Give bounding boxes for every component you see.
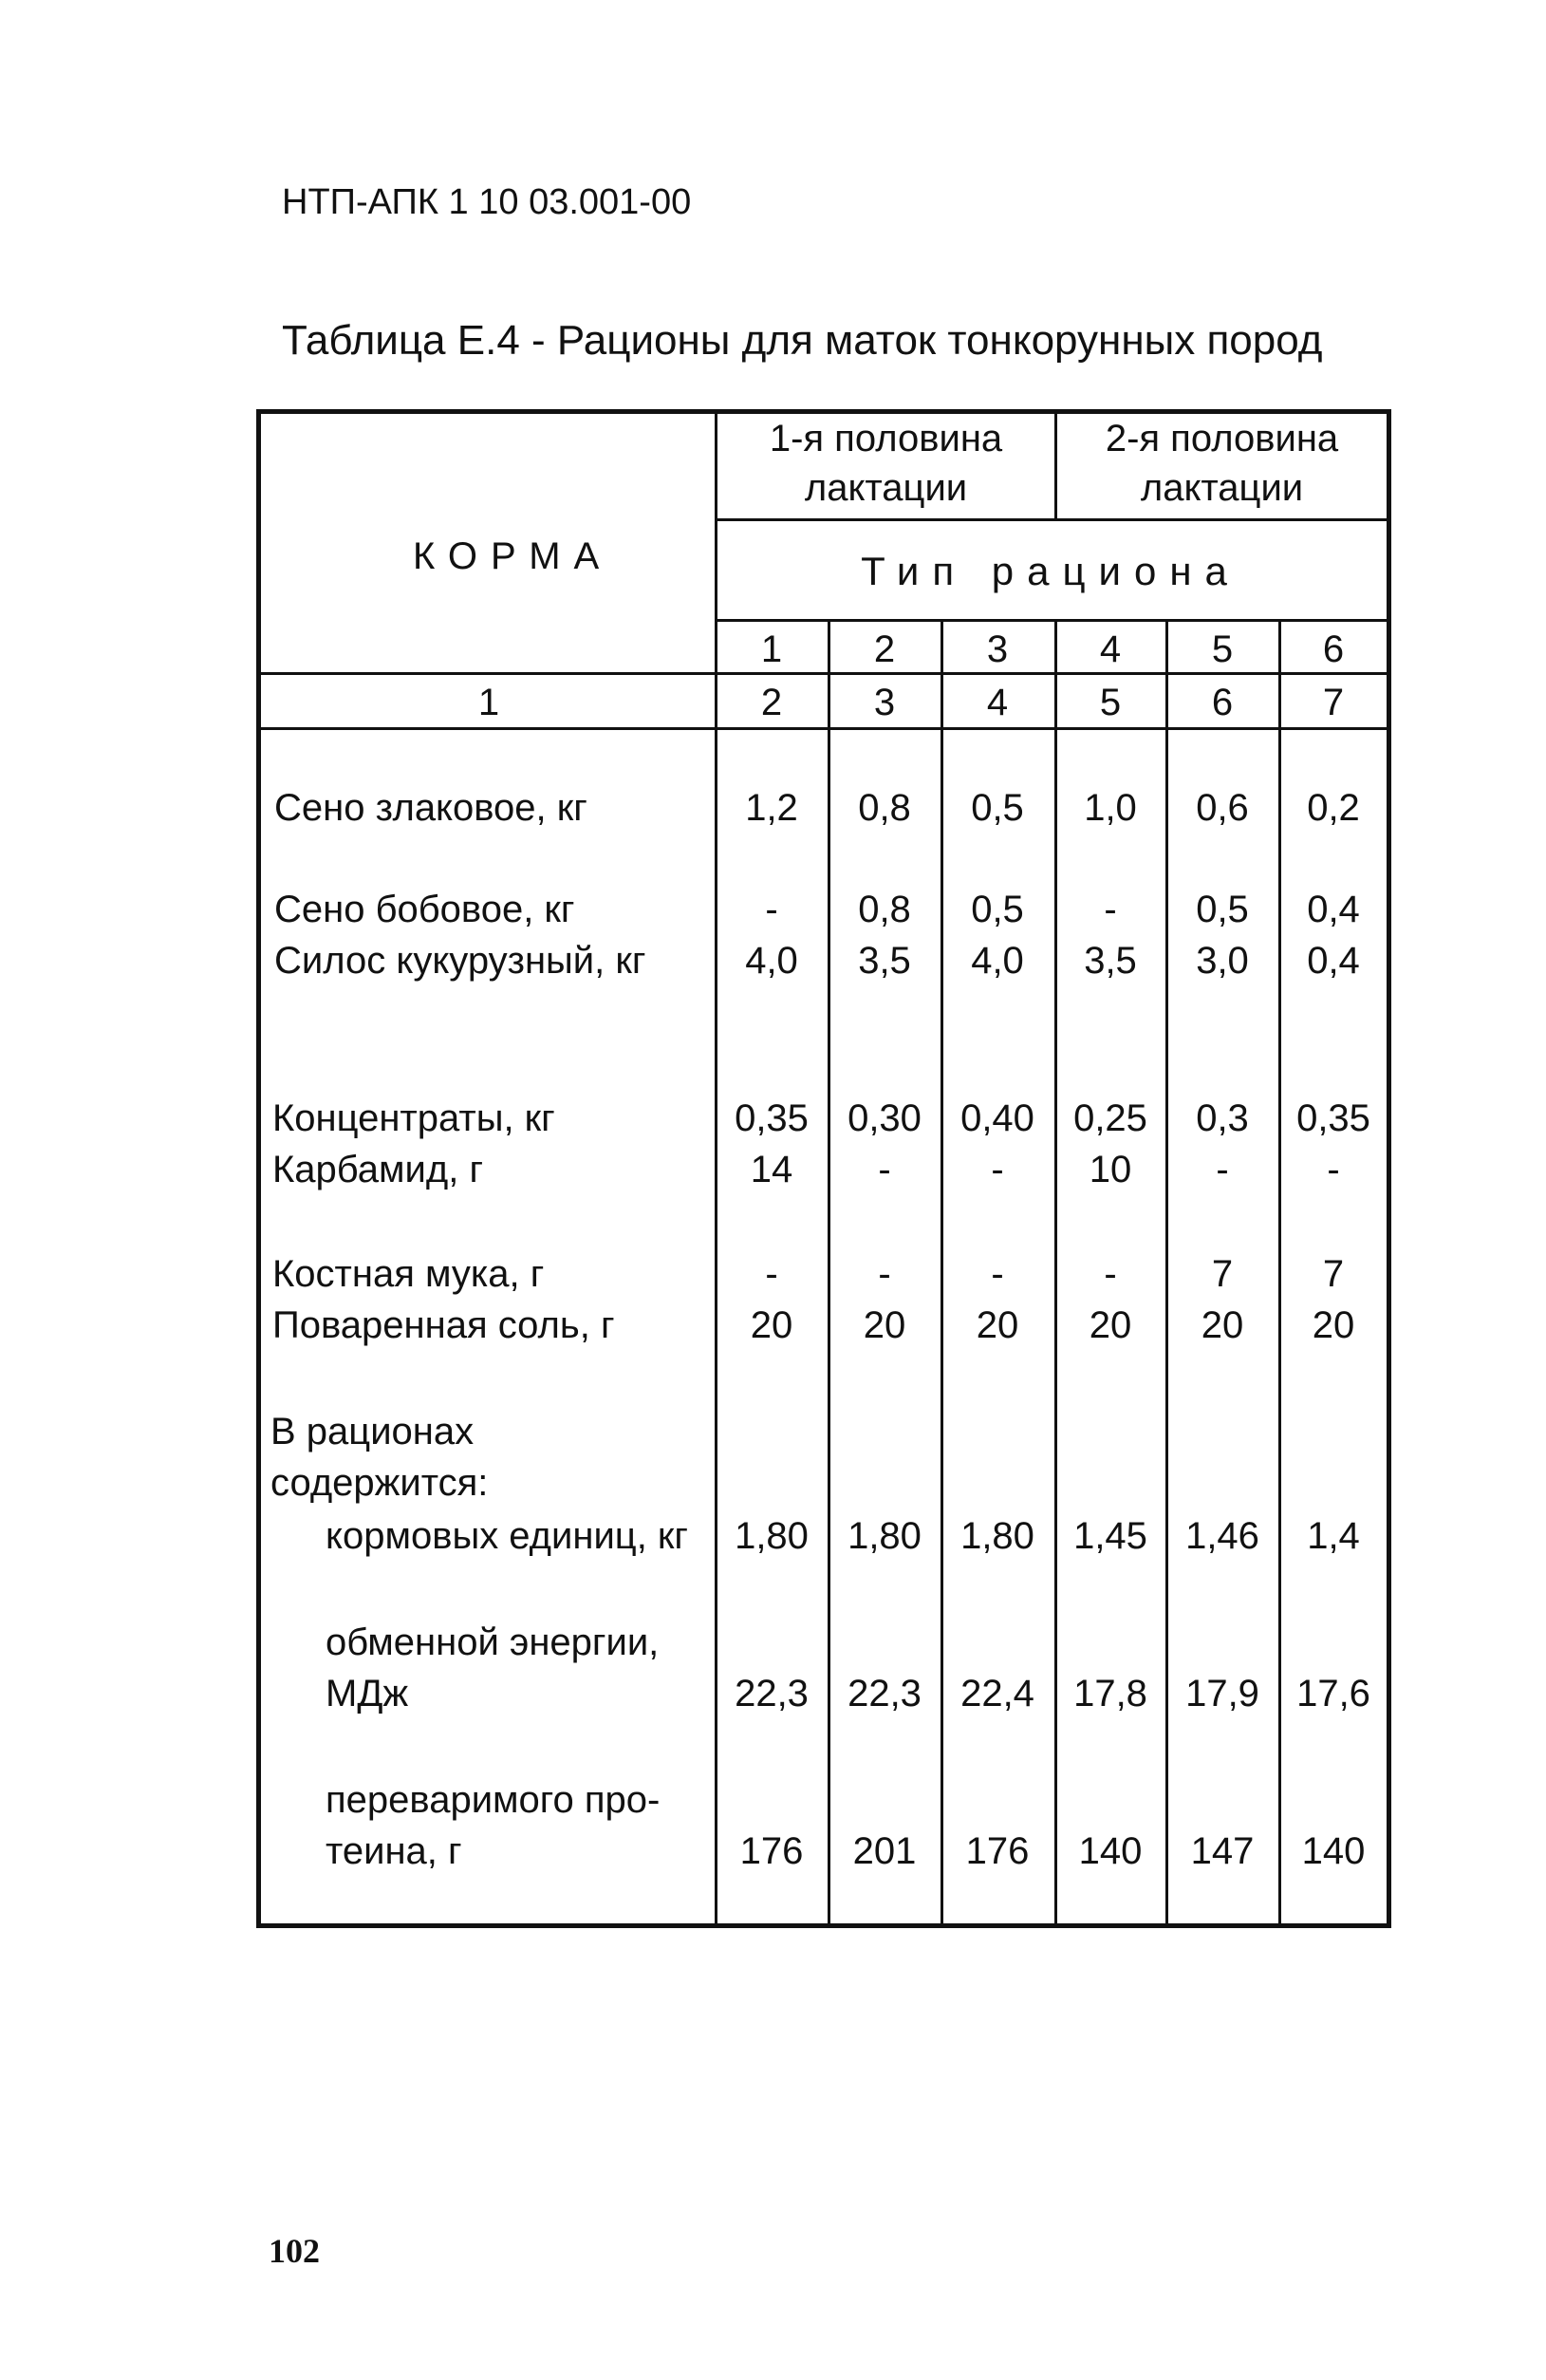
table-cell: - <box>991 1149 1004 1190</box>
table-cell: 0,40 <box>960 1097 1034 1139</box>
contents-row-label: МДж <box>326 1673 409 1715</box>
table-cell: - <box>878 1149 891 1190</box>
table-cell: - <box>1327 1149 1340 1190</box>
table-cell: 22,4 <box>960 1673 1034 1715</box>
ration-type-header: Тип рациона <box>861 549 1240 593</box>
grid-line <box>1278 619 1281 1923</box>
table-cell: 140 <box>1301 1830 1366 1872</box>
row-label: Силос кукурузный, кг <box>274 940 646 982</box>
table-cell: 0,6 <box>1196 787 1249 829</box>
column-number: 7 <box>1322 682 1345 723</box>
table-cell: 176 <box>965 1830 1030 1872</box>
contents-row-label: кормовых единиц, кг <box>326 1515 689 1557</box>
column-number: 1 <box>477 682 500 723</box>
table-cell: 140 <box>1078 1830 1143 1872</box>
table-cell: 1,0 <box>1084 787 1137 829</box>
contents-row-label: переваримого про- <box>326 1779 661 1821</box>
contents-row-label: теина, г <box>326 1830 462 1872</box>
table-cell: 10 <box>1089 1149 1132 1190</box>
table-cell: 0,3 <box>1196 1097 1249 1139</box>
table-cell: 1,4 <box>1307 1515 1360 1557</box>
table-cell: 201 <box>852 1830 917 1872</box>
table-cell: 1,45 <box>1073 1515 1147 1557</box>
grid-line <box>715 619 1387 622</box>
grid-line <box>261 727 1387 730</box>
grid-line <box>1054 619 1057 1923</box>
table-cell: 147 <box>1190 1830 1255 1872</box>
table-cell: 17,8 <box>1073 1673 1147 1715</box>
table-cell: 1,80 <box>735 1515 809 1557</box>
table-cell: 3,5 <box>1084 940 1137 982</box>
table-cell: 0,30 <box>848 1097 922 1139</box>
column-number: 6 <box>1211 682 1234 723</box>
grid-line <box>715 414 717 1923</box>
table-cell: 0,5 <box>1196 889 1249 930</box>
column-number: 3 <box>873 682 896 723</box>
table-cell: 22,3 <box>735 1673 809 1715</box>
contents-row-label: обменной энергии, <box>326 1621 660 1663</box>
table-cell: 17,9 <box>1185 1673 1259 1715</box>
table-cell: 17,6 <box>1296 1673 1370 1715</box>
group-header-second-half: 2-я половина лактации <box>1105 418 1339 509</box>
group-header-first-half: 1-я половина лактации <box>769 418 1003 509</box>
page-number: 102 <box>269 2232 320 2270</box>
grid-line <box>941 619 943 1923</box>
table-cell: 3,0 <box>1196 940 1249 982</box>
table-cell: 1,80 <box>960 1515 1034 1557</box>
feed-column-header: КОРМА <box>413 535 613 577</box>
table-cell: - <box>1216 1149 1229 1190</box>
table-cell: 4,0 <box>971 940 1024 982</box>
row-label: Сено злаковое, кг <box>274 787 587 829</box>
ration-type-number: 1 <box>760 628 783 670</box>
table-cell: 0,8 <box>858 787 911 829</box>
table-cell: 7 <box>1322 1253 1345 1295</box>
table-cell: - <box>765 1253 778 1295</box>
row-label: Концентраты, кг <box>272 1097 555 1139</box>
table-cell: 0,35 <box>1296 1097 1370 1139</box>
column-number: 4 <box>986 682 1009 723</box>
grid-line <box>1165 619 1168 1923</box>
table-cell: 7 <box>1211 1253 1234 1295</box>
table-cell: 176 <box>739 1830 804 1872</box>
grid-line <box>261 672 1387 675</box>
table-cell: 0,25 <box>1073 1097 1147 1139</box>
table-cell: 1,2 <box>745 787 798 829</box>
ration-type-number: 2 <box>873 628 896 670</box>
ration-type-number: 4 <box>1099 628 1122 670</box>
table-cell: 20 <box>750 1304 793 1346</box>
table-cell: 20 <box>976 1304 1019 1346</box>
contents-heading: содержится: <box>270 1462 489 1504</box>
table-cell: 0,5 <box>971 787 1024 829</box>
column-number: 5 <box>1099 682 1122 723</box>
table-cell: 0,4 <box>1307 889 1360 930</box>
table-cell: 20 <box>1312 1304 1355 1346</box>
grid-line <box>828 619 830 1923</box>
table-cell: 22,3 <box>848 1673 922 1715</box>
table-cell: 0,4 <box>1307 940 1360 982</box>
row-label: Карбамид, г <box>272 1149 484 1190</box>
table-cell: - <box>878 1253 891 1295</box>
grid-line <box>715 518 1387 521</box>
row-label: Сено бобовое, кг <box>274 889 575 930</box>
ration-type-number: 5 <box>1211 628 1234 670</box>
row-label: Костная мука, г <box>272 1253 545 1295</box>
table-cell: 20 <box>863 1304 906 1346</box>
table-cell: - <box>1104 889 1117 930</box>
row-label: Поваренная соль, г <box>272 1304 615 1346</box>
table-cell: - <box>1104 1253 1117 1295</box>
contents-heading: В рационах <box>270 1411 475 1452</box>
table-cell: 0,35 <box>735 1097 809 1139</box>
ration-type-number: 3 <box>986 628 1009 670</box>
document-code: НТП-АПК 1 10 03.001-00 <box>282 182 692 222</box>
table-cell: 0,8 <box>858 889 911 930</box>
ration-table <box>256 409 1391 1928</box>
table-cell: 1,46 <box>1185 1515 1259 1557</box>
table-cell: 4,0 <box>745 940 798 982</box>
table-cell: 3,5 <box>858 940 911 982</box>
table-cell: 1,80 <box>848 1515 922 1557</box>
table-caption: Таблица Е.4 - Рационы для маток тонкорунных пород <box>282 317 1323 364</box>
table-cell: 20 <box>1089 1304 1132 1346</box>
table-cell: 0,5 <box>971 889 1024 930</box>
table-cell: - <box>991 1253 1004 1295</box>
table-cell: 14 <box>750 1149 793 1190</box>
column-number: 2 <box>760 682 783 723</box>
table-cell: 20 <box>1201 1304 1244 1346</box>
table-cell: 0,2 <box>1307 787 1360 829</box>
table-cell: - <box>765 889 778 930</box>
ration-type-number: 6 <box>1322 628 1345 670</box>
